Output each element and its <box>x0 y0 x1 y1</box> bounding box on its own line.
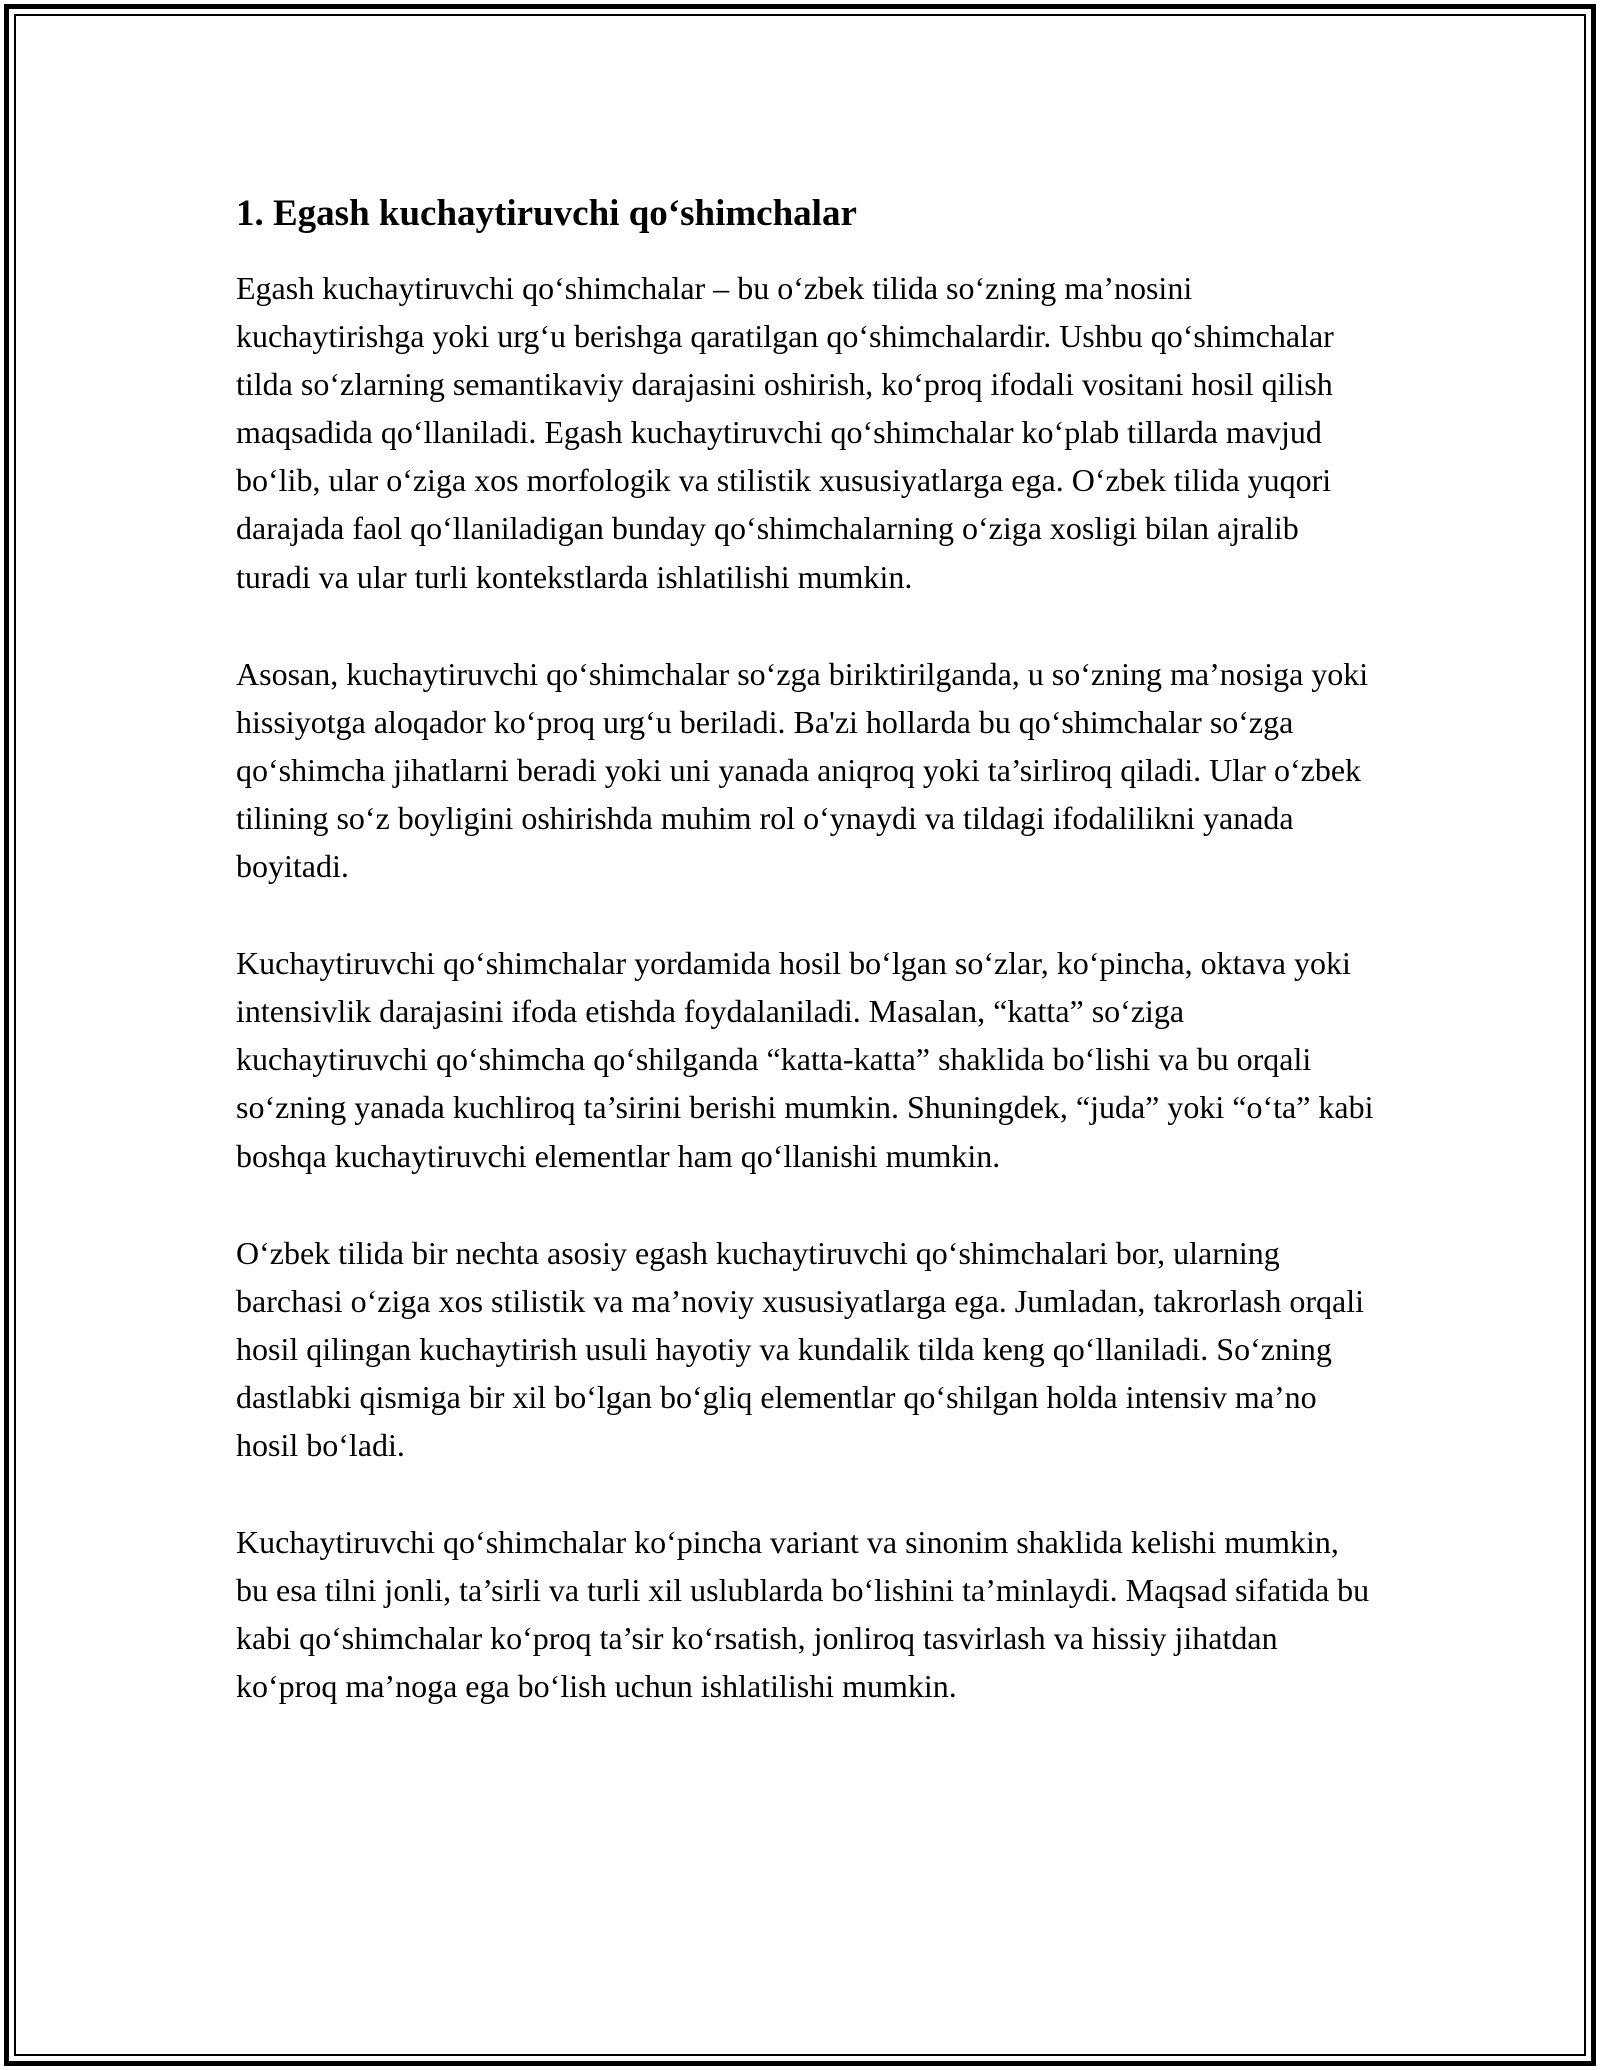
paragraph-1: Egash kuchaytiruvchi qo‘shimchalar – bu o‘zbek tilida so‘zning ma’nosini kuchaytirishga yoki urg‘u berishga qaratilgan qo‘shimchalardir. Ushbu qo‘shimchalar tilda so‘zlarning semantikaviy darajasini oshirish, ko‘proq ifodali vositani hosil qilish maqsadida qo‘llaniladi. Egash kuchaytiruvchi qo‘shimchalar ko‘plab tillarda mavjud bo‘lib, ular o‘ziga xos morfologik va stilistik xususiyatlarga ega. O‘zbek tilida yuqori darajada faol qo‘llaniladigan bunday qo‘shimchalarning o‘ziga xosligi bilan ajralib turadi va ular turli kontekstlarda ishlatilishi mumkin. <box>236 270 1334 595</box>
paragraph-3: Kuchaytiruvchi qo‘shimchalar yordamida hosil bo‘lgan so‘zlar, ko‘pincha, oktava yoki intensivlik darajasini ifoda etishda foydalaniladi. Masalan, “katta” so‘ziga kuchaytiruvchi qo‘shimcha qo‘shilganda “katta-katta” shaklida bo‘lishi va bu orqali so‘zning yanada kuchliroq ta’sirini berishi mumkin. Shuningdek, “juda” yoki “o‘ta” kabi boshqa kuchaytiruvchi elementlar ham qo‘llanishi mumkin. <box>236 945 1374 1174</box>
paragraph-2: Asosan, kuchaytiruvchi qo‘shimchalar so‘zga biriktirilganda, u so‘zning ma’nosiga yoki hissiyotga aloqador ko‘proq urg‘u beriladi. Ba'zi hollarda bu qo‘shimchalar so‘zga qo‘shimcha jihatlarni beradi yoki uni yanada aniqroq yoki ta’sirliroq qiladi. Ular o‘zbek tilining so‘z boyligini oshirishda muhim rol o‘ynaydi va tildagi ifodalilikni yanada boyitadi. <box>236 655 1369 885</box>
document-body <box>236 186 1376 1759</box>
paragraph-5: Kuchaytiruvchi qo‘shimchalar ko‘pincha variant va sinonim shaklida kelishi mumkin, bu esa tilni jonli, ta’sirli va turli xil uslublarda bo‘lishini ta’minlaydi. Maqsad sifatida bu kabi qo‘shimchalar ko‘proq ta’sir ko‘rsatish, jonliroq tasvirlash va hissiy jihatdan ko‘proq ma’noga ega bo‘lish uchun ishlatilishi mumkin. <box>236 1524 1370 1705</box>
paragraph-4: O‘zbek tilida bir nechta asosiy egash kuchaytiruvchi qo‘shimchalari bor, ularning barchasi o‘ziga xos stilistik va ma’noviy xususiyatlarga ega. Jumladan, takrorlash orqali hosil qilingan kuchaytirish usuli hayotiy va kundalik tilda keng qo‘llaniladi. So‘zning dastlabki qismiga bir xil bo‘lgan bo‘gliq elementlar qo‘shilgan holda intensiv ma’no hosil bo‘ladi. <box>236 1234 1365 1463</box>
section-title: 1. Egash kuchaytiruvchi qo‘shimchalar <box>236 193 857 234</box>
